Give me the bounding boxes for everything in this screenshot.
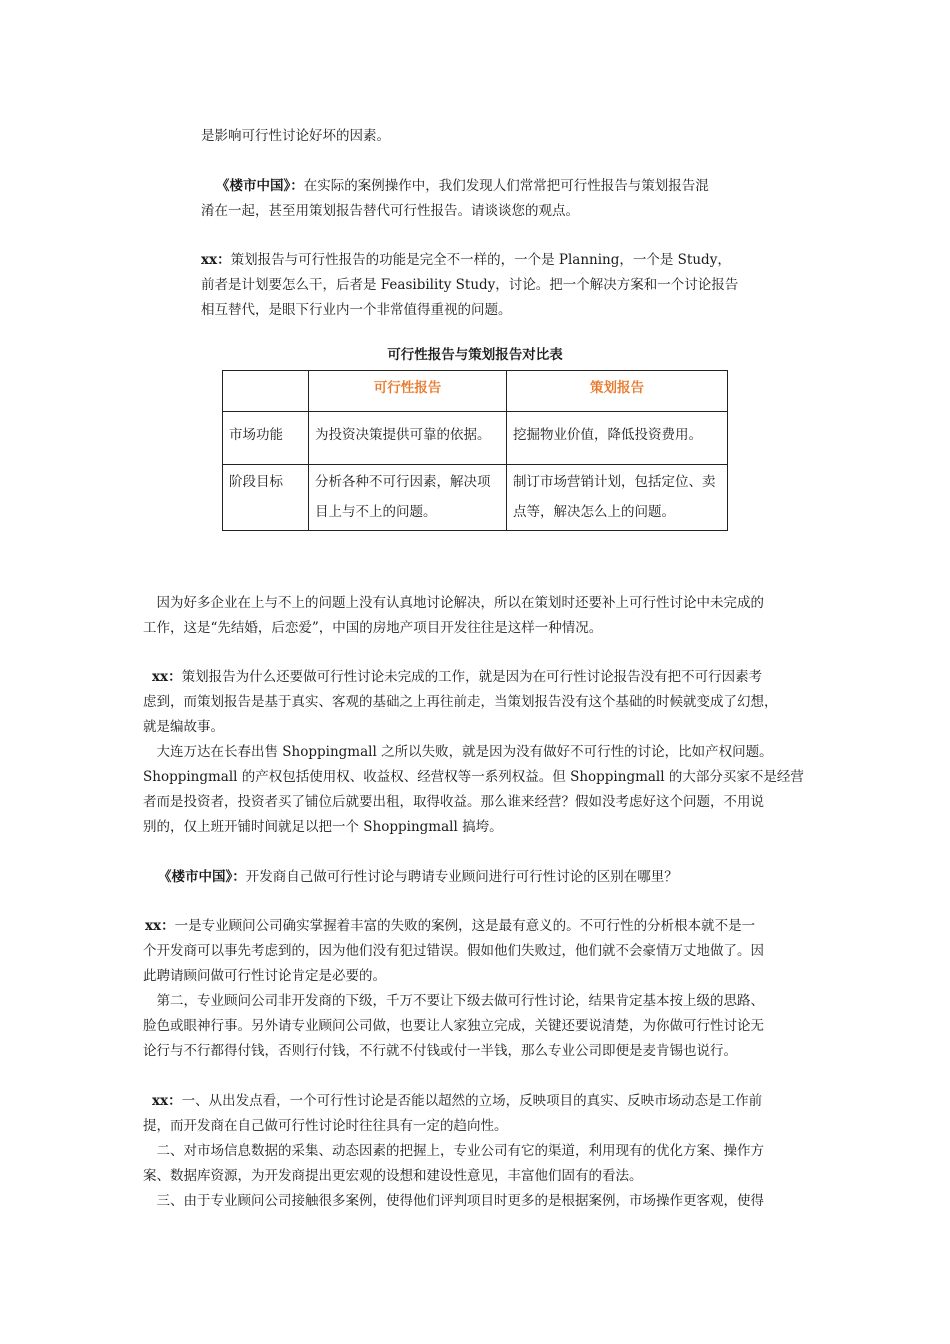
answer-paragraph (145, 914, 755, 939)
text-line: 案、数据库资源，为开发商提出更宏观的设想和建设性意见，丰富他们固有的看法。 (143, 1168, 643, 1184)
table-cell: 市场功能 (223, 412, 309, 465)
text-line: 个开发商可以事先考虑到的，因为他们没有犯过错误。假如他们失败过，他们就不会豪情万丈地做了。因 (143, 943, 764, 959)
table-cell: 为投资决策提供可靠的依据。 (309, 412, 507, 465)
text-line: 淆在一起，甚至用策划报告替代可行性报告。请谈谈您的观点。 (201, 203, 579, 219)
answer-paragraph (152, 665, 762, 690)
answer-paragraph (201, 248, 731, 273)
table-caption: 可行性报告与策划报告对比表 (387, 347, 563, 363)
answer-label: xx： (201, 252, 231, 268)
text-line: 开发商自己做可行性讨论与聘请专业顾问进行可行性讨论的区别在哪里？ (245, 869, 678, 885)
text-line: 因为好多企业在上与不上的问题上没有认真地讨论解决，所以在策划时还要补上可行性讨论中未完成的 (143, 595, 764, 611)
text-line: 三、由于专业顾问公司接触很多案例，使得他们评判项目时更多的是根据案例，市场操作更客观，使得 (143, 1193, 764, 1209)
text-line: 大连万达在长春出售 Shoppingmall 之所以失败，就是因为没有做好不可行性的讨论，比如产权问题。 (143, 744, 773, 760)
text-line: 一、从出发点看，一个可行性讨论是否能以超然的立场，反映项目的真实、反映市场动态是工作前 (181, 1093, 763, 1109)
question-label: 《楼市中国》： (158, 869, 246, 885)
table-header-row (223, 371, 728, 412)
table-cell: 制订市场营销计划，包括定位、卖点等，解决怎么上的问题。 (507, 465, 728, 531)
text-line: 二、对市场信息数据的采集、动态因素的把握上，专业公司有它的渠道，利用现有的优化方案、操作方 (143, 1143, 764, 1159)
table-header-cell (223, 371, 309, 412)
table-row (223, 465, 728, 531)
text-line: 提，而开发商在自己做可行性讨论时往往具有一定的趋向性。 (143, 1118, 508, 1134)
text-line: 论行与不行都得付钱，否则行付钱，不行就不付钱或付一半钱，那么专业公司即便是麦肯锡也说行。 (143, 1043, 737, 1059)
text-line: 工作，这是“先结婚，后恋爱”，中国的房地产项目开发往往是这样一种情况。 (143, 620, 603, 636)
text-line: 一是专业顾问公司确实掌握着丰富的失败的案例，这是最有意义的。不可行性的分析根本就不是一 (174, 918, 756, 934)
text-line: 此聘请顾问做可行性讨论肯定是必要的。 (143, 968, 386, 984)
text-line: 相互替代，是眼下行业内一个非常值得重视的问题。 (201, 302, 512, 318)
table-cell: 分析各种不可行因素，解决项目上与不上的问题。 (309, 465, 507, 531)
answer-label: xx： (145, 918, 175, 934)
table-row (223, 412, 728, 465)
text-line: 脸色或眼神行事。另外请专业顾问公司做，也要让人家独立完成，关键还要说清楚，为你做可行性讨论无 (143, 1018, 764, 1034)
text-line: 策划报告与可行性报告的功能是完全不一样的，一个是 Planning，一个是 Study， (230, 252, 731, 268)
question-paragraph (158, 865, 678, 890)
text-line: 者而是投资者，投资者买了铺位后就要出租，取得收益。那么谁来经营？假如没考虑好这个问题，不用说 (143, 794, 764, 810)
text-line: 就是编故事。 (143, 719, 224, 735)
text-line: Shoppingmall 的产权包括使用权、收益权、经营权等一系列权益。但 Shoppingmall 的大部分买家不是经营 (143, 769, 804, 785)
text-line: 虑到，而策划报告是基于真实、客观的基础之上再往前走，当策划报告没有这个基础的时候就变成了幻想， (143, 694, 778, 710)
text-line: 在实际的案例操作中，我们发现人们常常把可行性报告与策划报告混 (303, 178, 709, 194)
table-header-cell: 策划报告 (507, 371, 728, 412)
question-paragraph (216, 174, 709, 199)
question-label: 《楼市中国》： (216, 178, 304, 194)
table-cell: 挖掘物业价值，降低投资费用。 (507, 412, 728, 465)
table-header-cell: 可行性报告 (309, 371, 507, 412)
answer-label: xx： (152, 1093, 182, 1109)
text-line: 第二，专业顾问公司非开发商的下级，千万不要让下级去做可行性讨论，结果肯定基本按上级的思路、 (143, 993, 764, 1009)
text-line: 前者是计划要怎么干，后者是 Feasibility Study，讨论。把一个解决方案和一个讨论报告 (201, 277, 739, 293)
answer-paragraph (152, 1089, 762, 1114)
comparison-table (222, 370, 728, 531)
answer-label: xx： (152, 669, 182, 685)
text-line: 别的，仅上班开铺时间就足以把一个 Shoppingmall 搞垮。 (143, 819, 503, 835)
text-line: 策划报告为什么还要做可行性讨论未完成的工作，就是因为在可行性讨论报告没有把不可行因素考 (181, 669, 763, 685)
text-line: 是影响可行性讨论好坏的因素。 (201, 128, 390, 144)
table-cell: 阶段目标 (223, 465, 309, 531)
